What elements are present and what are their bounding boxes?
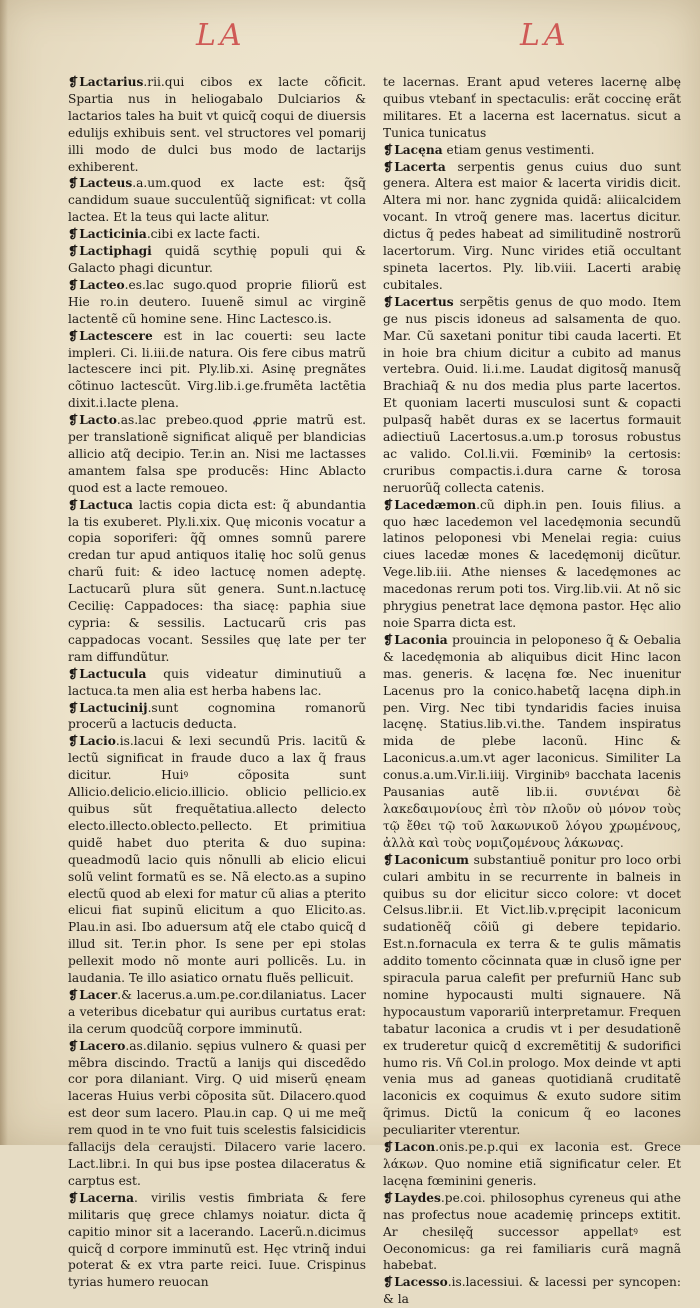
entry-text: .onis.pe.p.qui ex laconia est. Grece λάκων. Quo nomine etiã significatur celer. Et lacęna fœminini generis. bbox=[383, 1140, 681, 1188]
entry-text: est in lac couerti: seu lacte impleri. Ci. li.iii.de natura. Ois fere cibus matrũ lactescere inci pit. Ply.lib.xi. Asinę pregnãtes cõtinuo lactescũt. Virg.lib.i.ge.frumẽta lactẽtia dixit.i.lacte plena. bbox=[68, 328, 366, 411]
entry-text: substantiuẽ ponitur pro loco orbi culari ambitu in se recurrente in balneis in quibus su dor elicitur sicco colore: vt docet Celsus.libr.ii. Et Vict.lib.v.pręcipit laconicum sudationẽq̃ cõiũ gi debere tepidario. Est.n.fornacula ex terra & te gulis mãmatis addito tomento cõcinnata quæ in clusõ igne per spiracula parua calefit per prefurniũ Hanc sub nomine hypocausti multi signauere. Nã hypocaustum vaporariũ interpretamur. Frequen tabatur laconica a crudis vt i per desudationẽ ex truderetur quicq̃ d excremẽtitij & sudorifici humo ris. Vñ Col.in prologo. Mox deinde vt apti venia mus ad ganeas quotidianã cruditatẽ laconicis ex coquimus & exuto sudore sitim q̃rimus. Dictũ la conicum q̃ eo lacones peculiariter vterentur. bbox=[383, 852, 681, 1138]
entry-text: serpentis genus cuius duo sunt genera. Altera est maior & lacerta viridis dicit. Altera mi nor. hanc zygnida quidã: aliicalcidem vocant. In vtroq̃ genere mas. lacertus dicitur. dictus q̃ pedes habeat ad similitudinẽ nostrorũ lacertorum. Virg. Nunc virides etiã occultant spineta lacertos. Ply. lib.viii. Lacerti arabię cubitales. bbox=[383, 159, 681, 292]
dictionary-entry bbox=[383, 497, 681, 632]
entry-headword: Lacon bbox=[394, 1140, 436, 1155]
paragraph-mark-icon: ❡ bbox=[383, 159, 394, 174]
entry-headword: Lacticinia bbox=[79, 227, 147, 242]
paragraph-mark-icon: ❡ bbox=[383, 1275, 394, 1290]
dictionary-entry bbox=[68, 700, 366, 734]
dictionary-entry bbox=[383, 74, 681, 142]
dictionary-entry bbox=[68, 328, 366, 413]
paragraph-mark-icon: ❡ bbox=[68, 700, 79, 715]
dictionary-entry bbox=[383, 142, 681, 159]
left-running-head: LA bbox=[196, 18, 246, 53]
entry-text: lactis copia dicta est: q̃ abundantia la tis exuberet. Ply.li.xix. Quę miconis vocatur a copia soporiferi: q̃q̃ omnes somnũ parere credan tur apud antiquos italię hoc solũ genus charũ fuit: & ideo lactucę nomen adeptę. Lactucarũ plura sũt genera. Sunt.n.lactucę Cecilię: Cappadoces: tha siacę: paphia siue cypria: & sessilis. Lactucarũ cris pas cappadocas vocant. Sessiles quę late per ter ram diffundũtur. bbox=[68, 497, 366, 664]
paragraph-mark-icon: ❡ bbox=[68, 413, 79, 428]
entry-text: .is.lacessiui. & lacessi per syncopen: & la bbox=[383, 1275, 681, 1307]
paragraph-mark-icon: ❡ bbox=[68, 277, 79, 292]
dictionary-entry bbox=[68, 497, 366, 666]
paragraph-mark-icon: ❡ bbox=[68, 328, 79, 343]
entry-headword: Lacero bbox=[79, 1038, 126, 1053]
paragraph-mark-icon: ❡ bbox=[383, 632, 394, 647]
dictionary-entry bbox=[68, 226, 366, 243]
entry-headword: Lacęna bbox=[394, 142, 443, 157]
entry-headword: Lactucinij bbox=[79, 700, 148, 715]
dictionary-entry bbox=[68, 1038, 366, 1190]
entry-text: . virilis vestis fimbriata & fere militaris quę grece chlamys noiatur. dicta q̃ capitio minor sit a lacerando. Lacerũ.n.dicimus quicq̃ d corpore imminutũ est. Hęc vtrinq̃ indui poterat & ex vtra parte reici. Iuue. Crispinus tyrias humero reuocan bbox=[68, 1190, 366, 1290]
paragraph-mark-icon: ❡ bbox=[383, 852, 394, 867]
dictionary-entry bbox=[68, 987, 366, 1038]
paragraph-mark-icon: ❡ bbox=[383, 1190, 394, 1205]
entry-headword: Lactescere bbox=[79, 328, 153, 343]
paragraph-mark-icon: ❡ bbox=[383, 294, 394, 309]
left-text-column bbox=[68, 74, 366, 1291]
dictionary-entry bbox=[68, 175, 366, 226]
entry-headword: Lacto bbox=[79, 413, 117, 428]
entry-text: .cũ diph.in pen. Iouis filius. a quo hæc lacedemon vel lacedęmonia secundũ latinos peloponesi vbi Menelai regia: cuius ciues lacedæ mones & lacedęmonij dicũtur. Vege.lib.iii. Athe nienses & lacedęmones ac macedonas rerum poti tos. Virg.lib.vii. At nõ sic phrygius penetrat lace dęmona pastor. Hęc alio noie Sparra dicta est. bbox=[383, 497, 681, 630]
entry-headword: Lacteo bbox=[79, 277, 125, 292]
paragraph-mark-icon: ❡ bbox=[383, 142, 394, 157]
paragraph-mark-icon: ❡ bbox=[68, 497, 79, 512]
entry-headword: Lactarius bbox=[79, 75, 144, 89]
paragraph-mark-icon: ❡ bbox=[68, 666, 79, 681]
right-text-column bbox=[383, 74, 681, 1308]
paragraph-mark-icon: ❡ bbox=[68, 1038, 79, 1053]
paragraph-mark-icon: ❡ bbox=[383, 497, 394, 512]
paragraph-mark-icon: ❡ bbox=[68, 987, 79, 1002]
dictionary-entry bbox=[383, 159, 681, 294]
entry-text: quis videatur diminutiuũ a lactuca.ta men alia est herba habens lac. bbox=[68, 666, 366, 698]
entry-headword: Laydes bbox=[394, 1190, 441, 1205]
dictionary-entry bbox=[68, 1190, 366, 1291]
dictionary-entry bbox=[68, 666, 366, 700]
entry-text: te lacernas. Erant apud veteres lacernę albę quibus vtebanť in spectaculis: erãt coccinę erãt militares. Et a lacerna est lacernatus. sicut a Tunica tunicatus bbox=[383, 75, 681, 140]
dictionary-entry bbox=[68, 733, 366, 987]
paragraph-mark-icon: ❡ bbox=[68, 227, 79, 242]
entry-text: prouincia in peloponeso q̃ & Oebalia & lacedęmonia ab aliquibus dicit Hinc lacon mas. generis. & lacęna fœ. Nec inuenitur Lacenus pro la conico.habetq̃ lacęna diph.in pen. Virg. Nec tibi tyndaridis facies inuisa lacęnę. Statius.lib.vi.the. Tandem inspiratus mida de plebe laconũ. Hinc & Laconicus.a.um.vt ager laconicus. Similiter La conus.a.um.Vir.li.iiij. Virginibꝰ bacchata lacenis Pausanias autẽ lib.ii. συνιέναι δὲ λακεδαιμονίους ἐπὶ τὸν πλοῦν οὐ μόνον τοὺς τῷ ἔθει τῷ τοῦ λακωνικοῦ λόγου χρωμένους, ἀλλὰ καὶ τοὺς νομιζομένους λάκωνας. bbox=[383, 632, 681, 850]
dictionary-entry bbox=[383, 1274, 681, 1308]
entry-text: serpẽtis genus de quo modo. Item ge nus piscis idoneus ad salsamenta de quo. Mar. Cũ saxetani ponitur tibi cauda lacerti. Et in hoie bra chium dicitur a cubito ad manus vertebra. Ouid. li.i.me. Laudat digitosq̃ manusq̃ Brachiaq̃ & nu dos media plus parte lacertos. Et quoniam lacerti musculosi sunt & copacti pulpasq̃ habẽt duras ex se lacertus formauit adiectiuũ Lacertosus.a.um.p torosus robustus ac valido. Col.li.vii. Fœminibꝰ la certosis: cruribus compactis.i.dura carne & torosa neruorũq̃ collecta catenis. bbox=[383, 294, 681, 495]
entry-headword: Lacerna bbox=[79, 1190, 135, 1205]
entry-text: .& lacerus.a.um.pe.cor.dilaniatus. Lacer a veteribus dicebatur qui auribus curtatus erat: ila cerum quodcũq̃ corpore imminutũ. bbox=[68, 987, 366, 1036]
paragraph-mark-icon: ❡ bbox=[383, 1140, 394, 1155]
entry-headword: Lacesso bbox=[394, 1275, 448, 1290]
entry-text: .as.lac prebeo.quod ꝓprie matrũ est. per translationẽ significat aliquẽ per blandicias allicio atq̃ decipio. Ter.in an. Nisi me lactasses amantem falsa spe producẽs: Hinc Ablacto quod est a lacte remoueo. bbox=[68, 413, 366, 495]
paragraph-mark-icon: ❡ bbox=[68, 1190, 79, 1205]
entry-headword: Lactiphagi bbox=[79, 244, 152, 259]
entry-headword: Lactuca bbox=[79, 497, 133, 512]
paragraph-mark-icon: ❡ bbox=[68, 176, 79, 191]
entry-headword: Lactucula bbox=[79, 666, 147, 681]
dictionary-entry bbox=[68, 243, 366, 277]
entry-text: .cibi ex lacte facti. bbox=[146, 227, 261, 242]
entry-headword: Lacio bbox=[79, 734, 116, 749]
entry-headword: Lacer bbox=[79, 987, 118, 1002]
entry-headword: Lacerta bbox=[394, 159, 446, 174]
entry-headword: Laconicum bbox=[394, 852, 469, 867]
paragraph-mark-icon: ❡ bbox=[68, 734, 79, 749]
entry-text: .sunt cognomina romanorũ procerũ a lactucis deducta. bbox=[68, 700, 366, 732]
paragraph-mark-icon: ❡ bbox=[68, 244, 79, 259]
entry-text: .as.dilanio. sępius vulnero & quasi per mẽbra discindo. Tractũ a lanijs qui discedẽdo cor pora dilaniant. Virg. Q uid miserũ ęneam laceras Huius verbi cõposita sũt. Dilacero.quod est deor sum lacero. Plau.in cap. Q ui me meq̃ rem quod in te vno fuit tuis scelestis falsicidicis fallacijs dela ceraujsti. Dilacero varie lacero. Lact.libr.i. In qui bus ipse postea dilaceratus & carptus est. bbox=[68, 1038, 366, 1188]
paragraph-mark-icon: ❡ bbox=[68, 75, 79, 89]
entry-text: .pe.coi. philosophus cyreneus qui athe nas profectus noue academię princeps extitit. Ar chesilęq̃ successor appellatꝰ est Oeconomicus: ga rei familiaris curã magnã habebat. bbox=[383, 1190, 681, 1273]
entry-text: .rii.qui cibos ex lacte cõficit. Spartia nus in heliogabalo Dulciarios & lactarios tales ha buit vt quicq̃ coqui de diuersis edulijs exhibuis sent. vel structores vel pomarij illi modo de dulci bus modo de lactarijs exhiberent. bbox=[68, 75, 366, 174]
entry-text: .es.lac sugo.quod proprie filiorũ est Hie ro.in deutero. Iuuenẽ simul ac virginẽ lactentẽ cũ homine sene. Hinc Lactesco.is. bbox=[68, 277, 366, 326]
entry-text: etiam genus vestimenti. bbox=[442, 142, 595, 157]
dictionary-entry bbox=[383, 294, 681, 497]
entry-text: .a.um.quod ex lacte est: q̃sq̃ candidum suaue succulentũq̃ significat: vt colla lactea. Et la teus qui lacte alitur. bbox=[68, 176, 366, 225]
dictionary-entry bbox=[68, 277, 366, 328]
dictionary-entry bbox=[383, 632, 681, 852]
right-running-head: LA bbox=[520, 18, 570, 53]
dictionary-entry bbox=[68, 74, 366, 175]
entry-headword: Lacteus bbox=[79, 176, 133, 191]
dictionary-entry bbox=[68, 412, 366, 497]
entry-headword: Lacedæmon bbox=[394, 497, 477, 512]
dictionary-entry bbox=[383, 1190, 681, 1275]
entry-headword: Lacertus bbox=[394, 294, 454, 309]
dictionary-entry bbox=[383, 852, 681, 1139]
dictionary-entry bbox=[383, 1139, 681, 1190]
entry-text: .is.lacui & lexi secundũ Pris. lacitũ & lectũ significat in fraude duco a lax q̃ fraus dicitur. Huiꝰ cõposita sunt Allicio.delicio.elicio.illicio. oblicio pellicio.ex quibus sũt frequẽtatiua.allecto delecto electo.illecto.oblecto.pellecto. Et primitiua quidẽ habet duo pterita & duo supina: queadmodũ lacio quis nõnulli ab elicio elicui solũ velint formatũ es se. Nã electo.as a supino electũ quod ab elexi for matur cũ alias a pterito elicui fiat supinũ elicitum a quo Elicito.as. Plau.in asi. Ibo aduersum atq̃ ele ctabo quicq̃ d illud sit. Ter.in phor. Is sene per epi stolas pellexit modo nõ monte auri pollicẽs. Lu. in laudania. Te illo asiatico ornatu fluẽs pellicuit. bbox=[68, 734, 366, 986]
entry-headword: Laconia bbox=[394, 632, 448, 647]
entry-text: quidã scythię populi qui & Galacto phagi dicuntur. bbox=[68, 244, 366, 275]
